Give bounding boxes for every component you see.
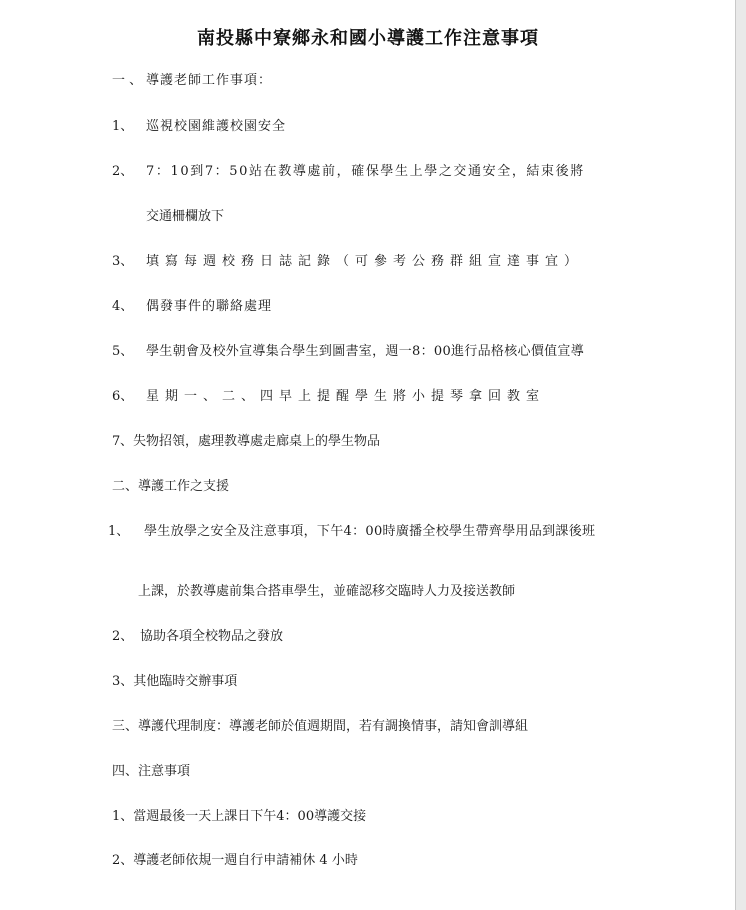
line-text: 協助各項全校物品之發放	[140, 629, 284, 644]
list-item	[112, 163, 585, 181]
list-item	[112, 298, 272, 316]
line-text: 巡視校園維護校園安全	[146, 119, 287, 134]
section-heading-3	[112, 718, 528, 736]
list-item	[108, 523, 595, 541]
list-item	[112, 388, 545, 406]
line-number: 3、	[112, 254, 134, 269]
line-text: 偶發事件的聯絡處理	[146, 299, 273, 314]
line-text: 導護老師工作事項：	[146, 73, 273, 88]
line-text: 填寫每週校務日誌記錄（可參考公務群組宣達事宜）	[146, 254, 584, 269]
line-number: 6、	[112, 389, 134, 404]
list-item-continuation	[138, 583, 515, 601]
line-number: 7	[112, 434, 121, 449]
line-text: 當週最後一天上課日下午4：00導護交接	[133, 809, 367, 824]
list-item	[112, 253, 583, 271]
line-number: 2、	[112, 164, 134, 179]
line-text: 學生朝會及校外宣導集合學生到圖書室，週一8：00進行品格核心價值宣導	[146, 344, 585, 359]
line-text: 導護代理制度：導護老師於值週期間，若有調換情事，請知會訓導組	[138, 719, 529, 734]
list-item	[112, 433, 380, 451]
line-number: 1、	[112, 809, 134, 824]
line-text: 注意事項	[138, 764, 191, 779]
line-number: 1、	[112, 119, 134, 134]
list-item	[112, 852, 358, 870]
line-text: 其他臨時交辦事項	[133, 674, 238, 689]
line-text: 學生放學之安全及注意事項，下午4：00時廣播全校學生帶齊學用品到課後班	[144, 524, 596, 539]
line-number: 二、	[112, 479, 139, 494]
line-text: 交通柵欄放下	[146, 209, 225, 224]
line-number: 2、	[112, 629, 134, 644]
line-number: 一 、	[112, 73, 143, 88]
line-number: 4、	[112, 299, 134, 314]
page-edge-scrollbar[interactable]	[735, 0, 746, 910]
line-number: 2、	[112, 853, 134, 868]
section-heading-2	[112, 478, 229, 496]
document-title: 南投縣中寮鄉永和國小導護工作注意事項	[197, 28, 539, 49]
list-item	[112, 628, 283, 646]
line-text: 上課，於教導處前集合搭車學生，並確認移交臨時人力及接送教師	[138, 584, 516, 599]
list-item	[112, 673, 237, 691]
line-text: 星期一、二、四早上提醒學生將小提琴拿回教室	[146, 389, 546, 404]
line-number: 3、	[112, 674, 134, 689]
list-item	[112, 808, 366, 826]
line-text: 7：10到7：50站在教導處前，確保學生上學之交通安全，結束後將	[146, 164, 585, 179]
list-item	[112, 343, 584, 361]
section-heading-1	[112, 72, 272, 90]
list-item-continuation	[146, 208, 224, 226]
line-number: 三、	[112, 719, 139, 734]
line-text: 、失物招領，處理教導處走廊桌上的學生物品	[120, 434, 381, 449]
line-number: 1、	[108, 524, 130, 539]
section-heading-4	[112, 763, 190, 781]
line-text: 導護工作之支援	[138, 479, 230, 494]
line-text: 導護老師依規一週自行申請補休 4 小時	[133, 853, 358, 868]
list-item	[112, 118, 286, 136]
line-number: 四、	[112, 764, 139, 779]
line-number: 5、	[112, 344, 134, 359]
